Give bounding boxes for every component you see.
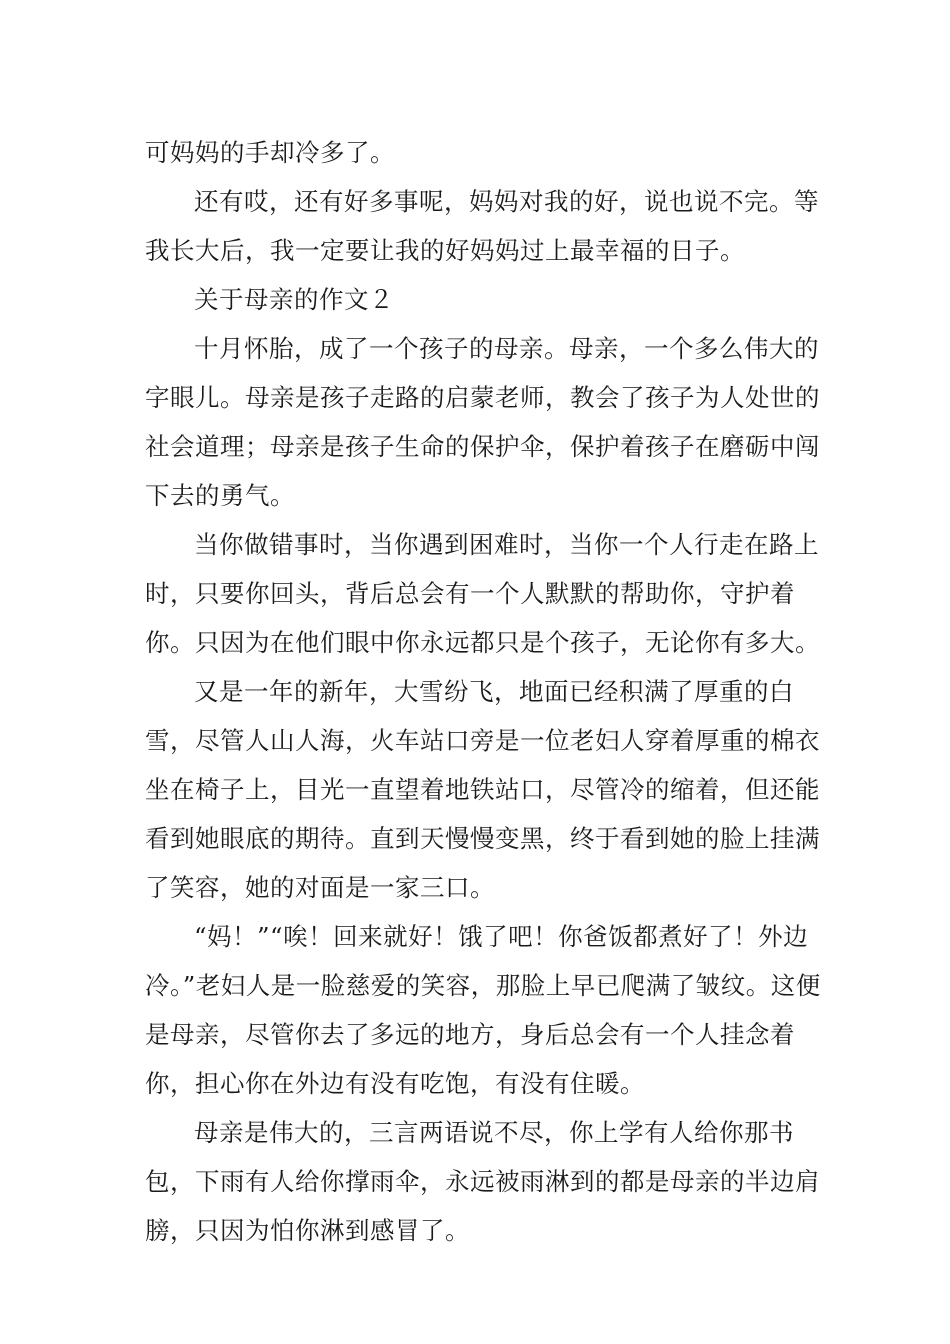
section-heading: 关于母亲的作文２ <box>194 285 394 314</box>
paragraph-2: 还有哎，还有好多事呢，妈妈对我的好，说也说不完。等我长大后，我一定要让我的好妈妈过上最幸福的日子。 <box>145 187 819 265</box>
paragraph-1: 可妈妈的手却冷多了。 <box>145 138 395 167</box>
paragraph-7: 母亲是伟大的，三言两语说不尽，你上学有人给你那书包，下雨有人给你撑雨伞，永远被雨淋到的都是母亲的半边肩膀，只因为怕你淋到感冒了。 <box>145 1118 820 1245</box>
paragraph-6: “妈！”“唉！回来就好！饿了吧！你爸饭都煮好了！外边冷。”老妇人是一脸慈爱的笑容，那脸上早已爬满了皱纹。这便是母亲，尽管你去了多远的地方，身后总会有一个人挂念着你，担心你在外边有没有吃饱，有没有住暖。 <box>145 922 821 1098</box>
paragraph-3: 十月怀胎，成了一个孩子的母亲。母亲，一个多么伟大的字眼儿。母亲是孩子走路的启蒙老师，教会了孩子为人处世的社会道理；母亲是孩子生命的保护伞，保护着孩子在磨砺中闯下去的勇气。 <box>145 334 820 510</box>
paragraph-4: 当你做错事时，当你遇到困难时，当你一个人行走在路上时，只要你回头，背后总会有一个人默默的帮助你，守护着你。只因为在他们眼中你永远都只是个孩子，无论你有多大。 <box>145 530 820 657</box>
paragraph-5: 又是一年的新年，大雪纷飞，地面已经积满了厚重的白雪，尽管人山人海，火车站口旁是一位老妇人穿着厚重的棉衣坐在椅子上，目光一直望着地铁站口，尽管冷的缩着，但还能看到她眼底的期待。直到天慢慢变黑，终于看到她的脸上挂满了笑容，她的对面是一家三口。 <box>145 677 820 902</box>
document-body <box>145 128 825 1255</box>
